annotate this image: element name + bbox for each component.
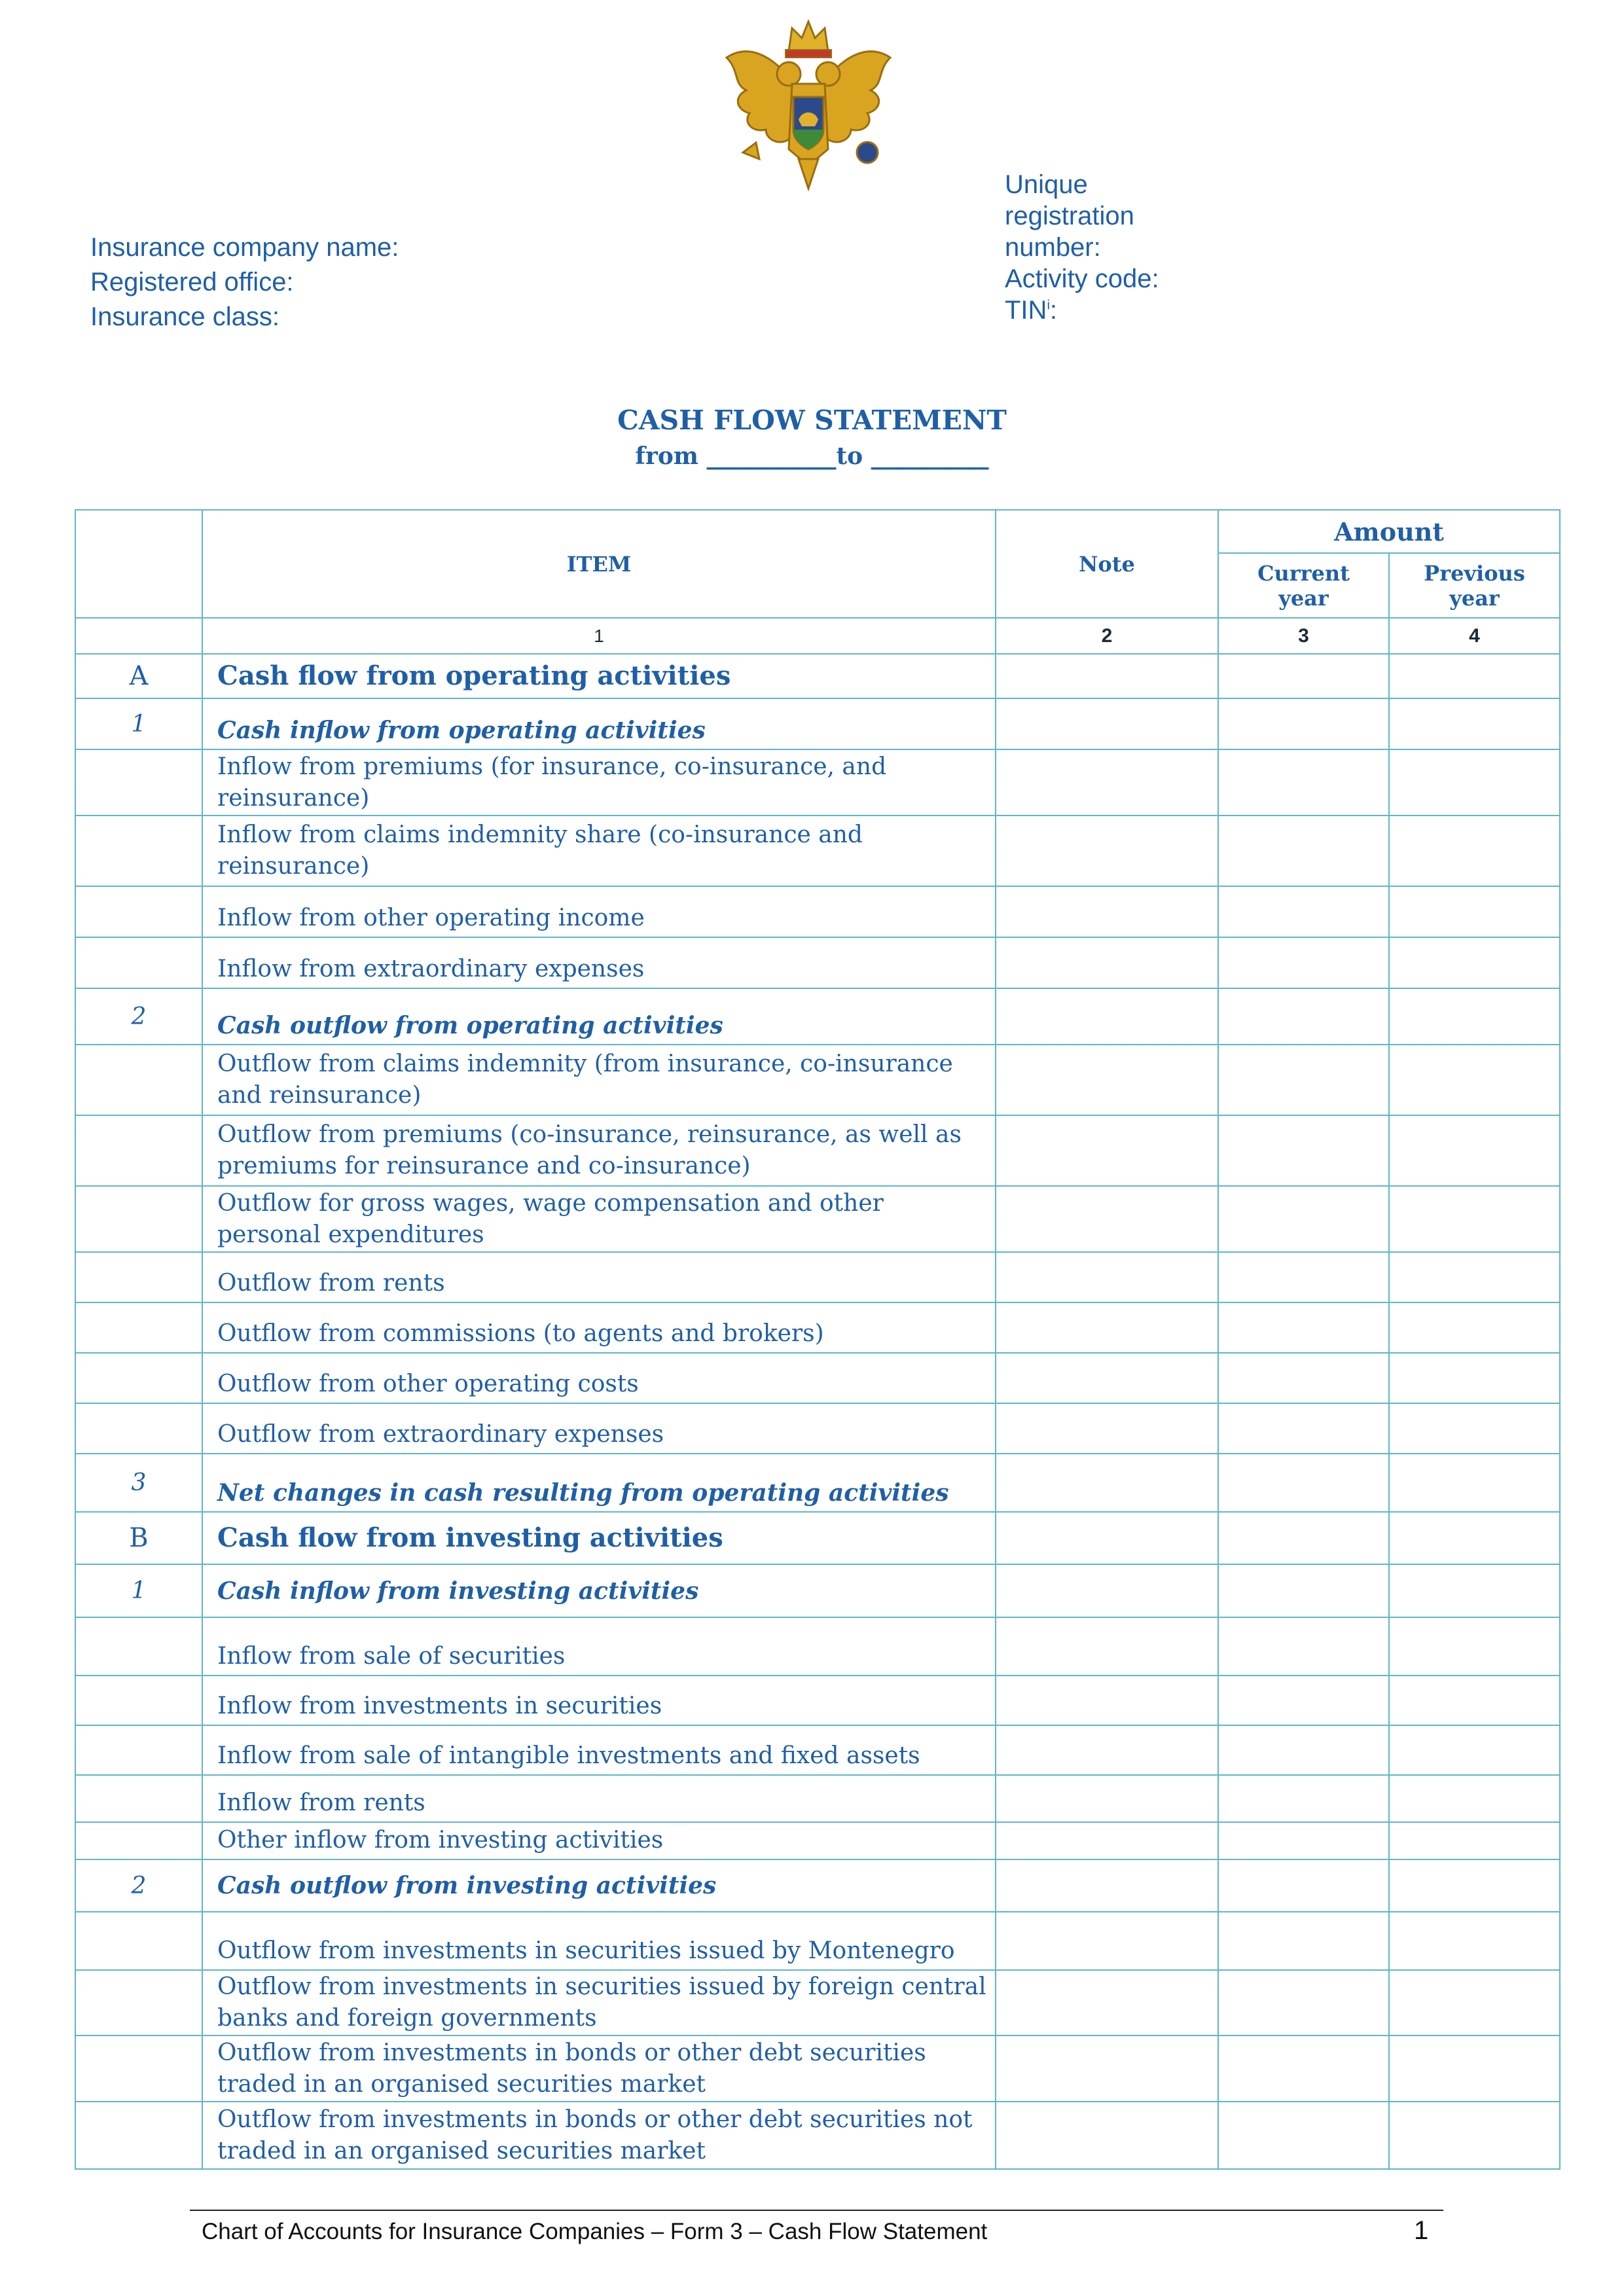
row-number: 2 [75,1859,202,1912]
current-year-cell[interactable] [1218,1822,1389,1859]
table-row [75,1775,1560,1822]
colnum-2: 2 [996,618,1218,654]
previous-year-cell[interactable] [1389,1512,1560,1564]
table-row [75,1617,1560,1676]
table-row [75,1859,1560,1912]
row-item: Cash outflow from operating activities [202,988,996,1045]
current-year-cell[interactable] [1218,988,1389,1045]
current-year-cell[interactable] [1218,1676,1389,1725]
header-amount: Amount [1218,510,1560,553]
row-item: Inflow from investments in securities [202,1676,996,1725]
previous-year-cell[interactable] [1389,2102,1560,2169]
current-year-cell[interactable] [1218,2102,1389,2169]
previous-year-cell[interactable] [1389,654,1560,698]
header-previous-year [1389,553,1560,618]
row-item: Outflow from investments in securities issued by Montenegro [202,1912,996,1970]
row-item: Outflow from claims indemnity (from insurance, co-insurance and reinsurance) [202,1045,996,1115]
row-number [75,1252,202,1302]
insurance-class-label: Insurance class: [90,302,280,331]
row-item: Inflow from claims indemnity share (co-insurance and reinsurance) [202,816,996,886]
table-row [75,1403,1560,1454]
row-number [75,1775,202,1822]
previous-year-cell[interactable] [1389,1912,1560,1970]
previous-year-cell[interactable] [1389,1775,1560,1822]
registered-office-label: Registered office: [90,268,294,296]
note-cell[interactable] [996,1353,1218,1403]
current-year-cell[interactable] [1218,1302,1389,1353]
header-item: ITEM [202,510,996,618]
current-year-cell[interactable] [1218,1403,1389,1454]
previous-year-cell[interactable] [1389,1186,1560,1252]
header-current-year [1218,553,1389,618]
colnum-3: 3 [1218,618,1389,654]
row-number [75,1676,202,1725]
tin-label [1005,295,1267,326]
note-cell[interactable] [996,1859,1218,1912]
row-item: Outflow from investments in securities issued by foreign central banks and foreign governments [202,1970,996,2036]
table-row [75,1454,1560,1512]
tin-footnote-mark: i [1047,298,1050,313]
header-note: Note [996,510,1218,618]
footer-divider [190,2210,1443,2211]
note-cell[interactable] [996,1403,1218,1454]
note-cell[interactable] [996,816,1218,886]
row-item: Outflow for gross wages, wage compensation and other personal expenditures [202,1186,996,1252]
row-item: Inflow from extraordinary expenses [202,937,996,988]
table-row [75,816,1560,886]
previous-year-cell[interactable] [1389,1252,1560,1302]
current-year-cell[interactable] [1218,937,1389,988]
registration-info [1005,169,1267,326]
current-year-cell[interactable] [1218,1252,1389,1302]
note-cell[interactable] [996,1045,1218,1115]
tin-colon: : [1049,296,1058,325]
current-year-cell[interactable] [1218,1859,1389,1912]
note-cell[interactable] [996,1912,1218,1970]
row-item: Other inflow from investing activities [202,1822,996,1859]
row-number [75,1725,202,1775]
previous-year-cell[interactable] [1389,1564,1560,1617]
note-cell[interactable] [996,1302,1218,1353]
current-year-cell[interactable] [1218,2036,1389,2102]
table-row [75,1353,1560,1403]
row-number [75,1045,202,1115]
current-year-cell[interactable] [1218,654,1389,698]
company-info [90,230,399,334]
table-row [75,1115,1560,1186]
current-year-cell[interactable] [1218,1970,1389,2036]
current-year-cell[interactable] [1218,1912,1389,1970]
header-previous-year-line1: Previous [1424,560,1525,586]
note-cell[interactable] [996,1454,1218,1512]
previous-year-cell[interactable] [1389,1353,1560,1403]
row-number [75,1617,202,1676]
current-year-cell[interactable] [1218,1617,1389,1676]
note-cell[interactable] [996,988,1218,1045]
current-year-cell[interactable] [1218,1045,1389,1115]
header-current-year-line1: Current [1257,560,1350,586]
note-cell[interactable] [996,2036,1218,2102]
row-number: B [75,1512,202,1564]
row-number [75,1403,202,1454]
row-number [75,1970,202,2036]
note-cell[interactable] [996,654,1218,698]
period-line: from ___________to __________ [635,442,989,470]
row-item: Cash inflow from investing activities [202,1564,996,1617]
row-number [75,1353,202,1403]
current-year-cell[interactable] [1218,1564,1389,1617]
previous-year-cell[interactable] [1389,886,1560,937]
previous-year-cell[interactable] [1389,988,1560,1045]
table-row [75,1822,1560,1859]
current-year-cell[interactable] [1218,886,1389,937]
current-year-cell[interactable] [1218,749,1389,816]
header-previous-year-line2: year [1449,585,1500,611]
row-number [75,749,202,816]
row-number [75,1912,202,1970]
previous-year-cell[interactable] [1389,1822,1560,1859]
previous-year-cell[interactable] [1389,1302,1560,1353]
table-row [75,886,1560,937]
table-row [75,698,1560,749]
row-number: 3 [75,1454,202,1512]
previous-year-cell[interactable] [1389,816,1560,886]
note-cell[interactable] [996,1186,1218,1252]
note-cell[interactable] [996,1564,1218,1617]
row-number [75,1186,202,1252]
tin-text: TIN [1005,296,1047,325]
colnum-empty [75,618,202,654]
header-current-year-line2: year [1278,585,1329,611]
row-item: Inflow from rents [202,1775,996,1822]
table-row [75,1725,1560,1775]
table-row [75,1970,1560,2036]
row-number [75,886,202,937]
table-row [75,1912,1560,1970]
table-row [75,1676,1560,1725]
note-cell[interactable] [996,1775,1218,1822]
row-number [75,1115,202,1186]
row-number [75,816,202,886]
current-year-cell[interactable] [1218,1512,1389,1564]
note-cell[interactable] [996,2102,1218,2169]
registration-label-line1: Unique [1005,170,1088,199]
current-year-cell[interactable] [1218,816,1389,886]
current-year-cell[interactable] [1218,1725,1389,1775]
table-row [75,937,1560,988]
note-cell[interactable] [996,1115,1218,1186]
page-number: 1 [1414,2216,1429,2245]
row-number [75,1302,202,1353]
row-item: Inflow from premiums (for insurance, co-insurance, and reinsurance) [202,749,996,816]
row-number: 1 [75,1564,202,1617]
row-item: Outflow from investments in bonds or other debt securities not traded in an organised securities market [202,2102,996,2169]
row-item: Outflow from other operating costs [202,1353,996,1403]
row-item: Cash flow from operating activities [202,654,996,698]
colnum-1: 1 [202,618,996,654]
row-number: A [75,654,202,698]
row-item: Inflow from sale of intangible investments and fixed assets [202,1725,996,1775]
previous-year-cell[interactable] [1389,1859,1560,1912]
row-item: Outflow from commissions (to agents and brokers) [202,1302,996,1353]
note-cell[interactable] [996,1252,1218,1302]
note-cell[interactable] [996,749,1218,816]
previous-year-cell[interactable] [1389,2036,1560,2102]
row-item: Outflow from rents [202,1252,996,1302]
table-row [75,1186,1560,1252]
footer-text: Chart of Accounts for Insurance Companies – Form 3 – Cash Flow Statement [202,2219,988,2244]
row-number [75,2102,202,2169]
table-row [75,1564,1560,1617]
coat-of-arms-icon [720,12,897,202]
table-row [75,2102,1560,2169]
activity-code-label: Activity code: [1005,264,1159,293]
previous-year-cell[interactable] [1389,1403,1560,1454]
row-item: Inflow from sale of securities [202,1617,996,1676]
note-cell[interactable] [996,937,1218,988]
row-item: Outflow from investments in bonds or other debt securities traded in an organised securities market [202,2036,996,2102]
table-row [75,1045,1560,1115]
note-cell[interactable] [996,1725,1218,1775]
note-cell[interactable] [996,1822,1218,1859]
header-no [75,510,202,618]
table-row [75,749,1560,816]
row-number [75,1822,202,1859]
table-row [75,654,1560,698]
previous-year-cell[interactable] [1389,1045,1560,1115]
previous-year-cell[interactable] [1389,1725,1560,1775]
previous-year-cell[interactable] [1389,937,1560,988]
colnum-4: 4 [1389,618,1560,654]
row-item: Net changes in cash resulting from operating activities [202,1454,996,1512]
current-year-cell[interactable] [1218,698,1389,749]
current-year-cell[interactable] [1218,1775,1389,1822]
row-item: Cash inflow from operating activities [202,698,996,749]
table-row [75,1302,1560,1353]
registration-label-line3: number: [1005,233,1101,262]
row-number: 2 [75,988,202,1045]
previous-year-cell[interactable] [1389,1970,1560,2036]
document-title: CASH FLOW STATEMENT [617,404,1007,436]
row-item: Outflow from premiums (co-insurance, reinsurance, as well as premiums for reinsurance and co-insurance) [202,1115,996,1186]
table-row [75,988,1560,1045]
row-number [75,937,202,988]
previous-year-cell[interactable] [1389,1454,1560,1512]
previous-year-cell[interactable] [1389,1115,1560,1186]
row-item: Cash flow from investing activities [202,1512,996,1564]
note-cell[interactable] [996,698,1218,749]
registration-label-line2: registration [1005,202,1134,230]
row-item: Outflow from extraordinary expenses [202,1403,996,1454]
table-row [75,1252,1560,1302]
current-year-cell[interactable] [1218,1186,1389,1252]
previous-year-cell[interactable] [1389,698,1560,749]
row-item: Inflow from other operating income [202,886,996,937]
note-cell[interactable] [996,1970,1218,2036]
row-item: Cash outflow from investing activities [202,1859,996,1912]
row-number: 1 [75,698,202,749]
previous-year-cell[interactable] [1389,1676,1560,1725]
cash-flow-table [75,509,1561,2170]
table-row [75,2036,1560,2102]
note-cell[interactable] [996,1617,1218,1676]
current-year-cell[interactable] [1218,1454,1389,1512]
table-row [75,1512,1560,1564]
current-year-cell[interactable] [1218,1353,1389,1403]
note-cell[interactable] [996,886,1218,937]
row-number [75,2036,202,2102]
note-cell[interactable] [996,1512,1218,1564]
previous-year-cell[interactable] [1389,749,1560,816]
current-year-cell[interactable] [1218,1115,1389,1186]
company-name-label: Insurance company name: [90,233,399,262]
previous-year-cell[interactable] [1389,1617,1560,1676]
note-cell[interactable] [996,1676,1218,1725]
